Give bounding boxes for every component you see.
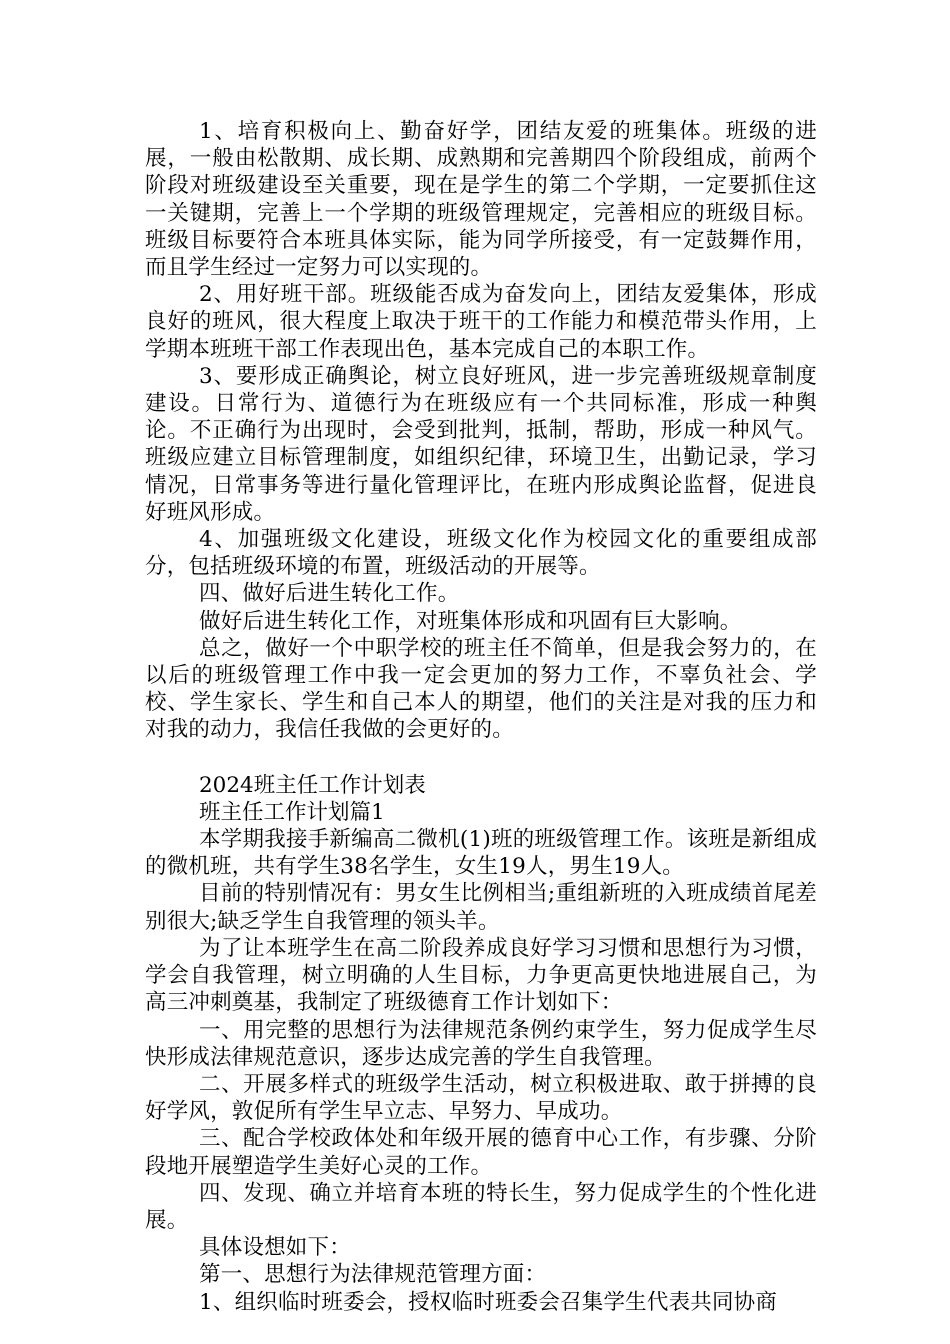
paragraph-1: 1、培育积极向上、勤奋好学，团结友爱的班集体。班级的进展，一般由松散期、成长期、成熟期和完善期四个阶段组成，前两个阶段对班级建设至关重要，现在是学生的第二个学期，一定要抓住这一关键期，完善上一个学期的班级管理规定，完善相应的班级目标。班级目标要符合本班具体实际，能为同学所接受，有一定鼓舞作用，而且学生经过一定努力可以实现的。 — [145, 119, 817, 281]
paragraph-3: 3、要形成正确舆论，树立良好班风，进一步完善班级规章制度建设。日常行为、道德行为在班级应有一个共同标准，形成一种舆论。不正确行为出现时，会受到批判，抵制，帮助，形成一种风气。班级应建立目标管理制度，如组织纪律，环境卫生，出勤记录，学习情况，日常事务等进行量化管理评比，在班内形成舆论监督，促进良好班风形成。 — [145, 363, 817, 525]
document-page — [145, 118, 817, 1316]
section-gap — [145, 744, 817, 772]
plan-paragraph-7: 四、发现、确立并培育本班的特长生，努力促成学生的个性化进展。 — [145, 1180, 817, 1233]
plan-paragraph-6: 三、配合学校政体处和年级开展的德育中心工作，有步骤、分阶段地开展塑造学生美好心灵的工作。 — [145, 1126, 817, 1179]
plan-paragraph-9: 第一、思想行为法律规范管理方面： — [199, 1262, 547, 1288]
plan-paragraph-8: 具体设想如下： — [199, 1235, 351, 1261]
paragraph-2: 2、用好班干部。班级能否成为奋发向上，团结友爱集体，形成良好的班风，很大程度上取决于班干的工作能力和模范带头作用，上学期本班班干部工作表现出色，基本完成自己的本职工作。 — [145, 282, 817, 362]
plan-paragraph-5: 二、开展多样式的班级学生活动，树立积极进取、敢于拼搏的良好学风，敦促所有学生早立志、早努力、早成功。 — [145, 1071, 817, 1125]
paragraph-6: 做好后进生转化工作，对班集体形成和巩固有巨大影响。 — [199, 608, 742, 634]
plan-paragraph-1: 本学期我接手新编高二微机(1)班的班级管理工作。该班是新组成的微机班，共有学生38名学生，女生19人，男生19人。 — [145, 827, 817, 880]
section-title: 2024班主任工作计划表 — [199, 772, 426, 798]
section-subtitle: 班主任工作计划篇1 — [199, 799, 385, 825]
plan-paragraph-2: 目前的特别情况有：男女生比例相当;重组新班的入班成绩首尾差别很大;缺乏学生自我管理的领头羊。 — [145, 881, 817, 934]
plan-paragraph-10: 1、组织临时班委会，授权临时班委会召集学生代表共同协商 — [199, 1289, 778, 1315]
paragraph-5: 四、做好后进生转化工作。 — [199, 581, 460, 607]
paragraph-4: 4、加强班级文化建设，班级文化作为校园文化的重要组成部分，包括班级环境的布置，班级活动的开展等。 — [145, 527, 817, 580]
plan-paragraph-3: 为了让本班学生在高二阶段养成良好学习习惯和思想行为习惯，学会自我管理，树立明确的人生目标，力争更高更快地进展自己，为高三冲刺奠基，我制定了班级德育工作计划如下： — [145, 935, 817, 1016]
plan-paragraph-4: 一、用完整的思想行为法律规范条例约束学生，努力促成学生尽快形成法律规范意识，逐步达成完善的学生自我管理。 — [145, 1017, 817, 1070]
paragraph-7: 总之，做好一个中职学校的班主任不简单，但是我会努力的，在以后的班级管理工作中我一定会更加的努力工作，不辜负社会、学校、学生家长、学生和自己本人的期望，他们的关注是对我的压力和对我的动力，我信任我做的会更好的。 — [145, 635, 817, 743]
